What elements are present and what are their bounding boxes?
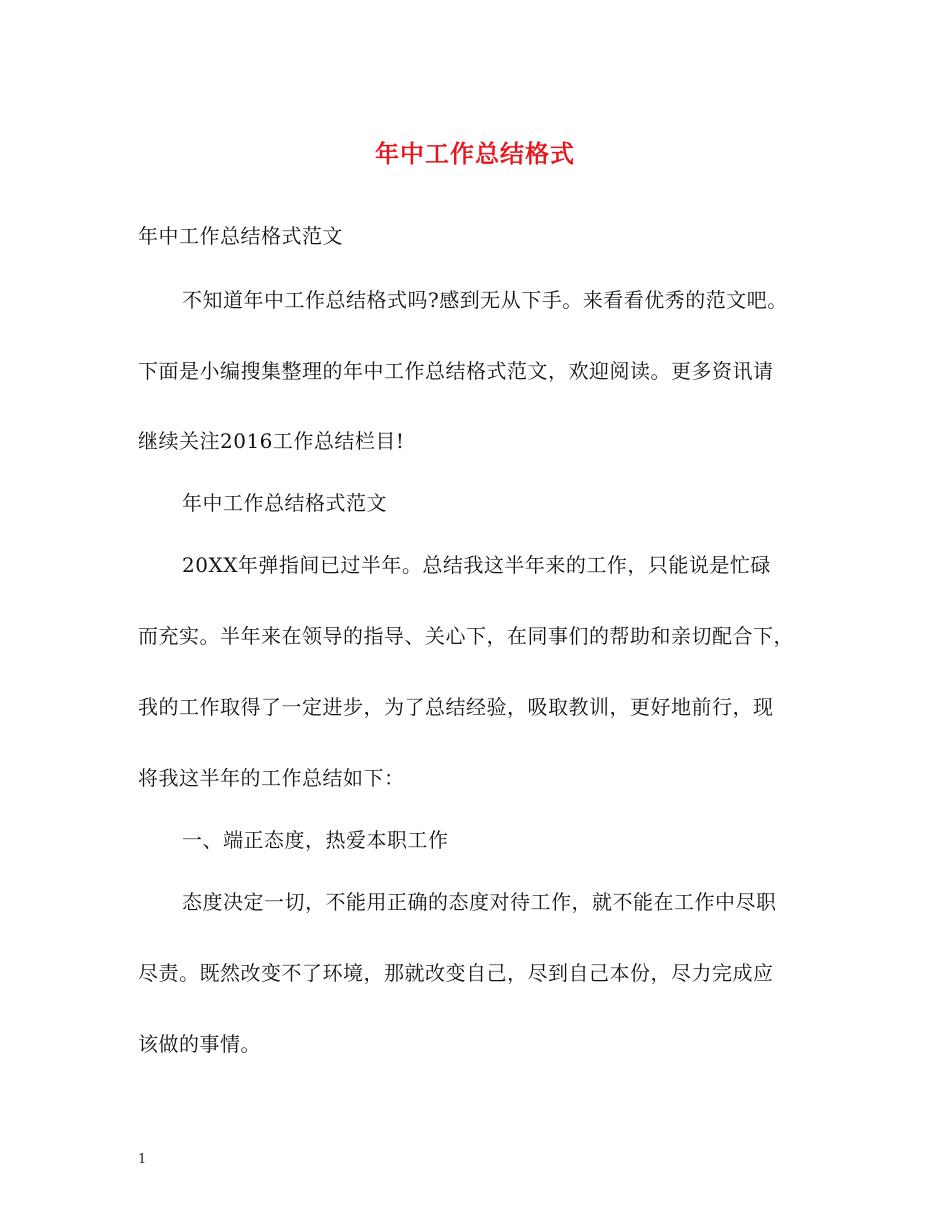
- text-line: 不知道年中工作总结格式吗?感到无从下手。来看看优秀的范文吧。: [182, 288, 788, 312]
- text-line: 继续关注2016工作总结栏目!: [138, 429, 405, 453]
- document-title: 年中工作总结格式: [375, 139, 575, 168]
- text-line: 一、端正态度，热爱本职工作: [182, 828, 449, 852]
- text-line: 我的工作取得了一定进步，为了总结经验，吸取教训，更好地前行，现: [138, 695, 774, 719]
- text-line: 下面是小编搜集整理的年中工作总结格式范文，欢迎阅读。更多资讯请: [138, 359, 774, 383]
- text-line: 20XX年弹指间已过半年。总结我这半年来的工作，只能说是忙碌: [182, 553, 771, 577]
- text-line: 尽责。既然改变不了环境，那就改变自己，尽到自己本份，尽力完成应: [138, 961, 774, 985]
- text-line: 年中工作总结格式范文: [182, 491, 387, 515]
- page-number: 1: [138, 1152, 147, 1167]
- text-line: 而充实。半年来在领导的指导、关心下，在同事们的帮助和亲切配合下，: [138, 624, 794, 648]
- text-line: 态度决定一切，不能用正确的态度对待工作，就不能在工作中尽职: [182, 890, 777, 914]
- text-line: 该做的事情。: [138, 1032, 261, 1056]
- text-line: 年中工作总结格式范文: [138, 224, 343, 248]
- text-line: 将我这半年的工作总结如下：: [138, 766, 405, 790]
